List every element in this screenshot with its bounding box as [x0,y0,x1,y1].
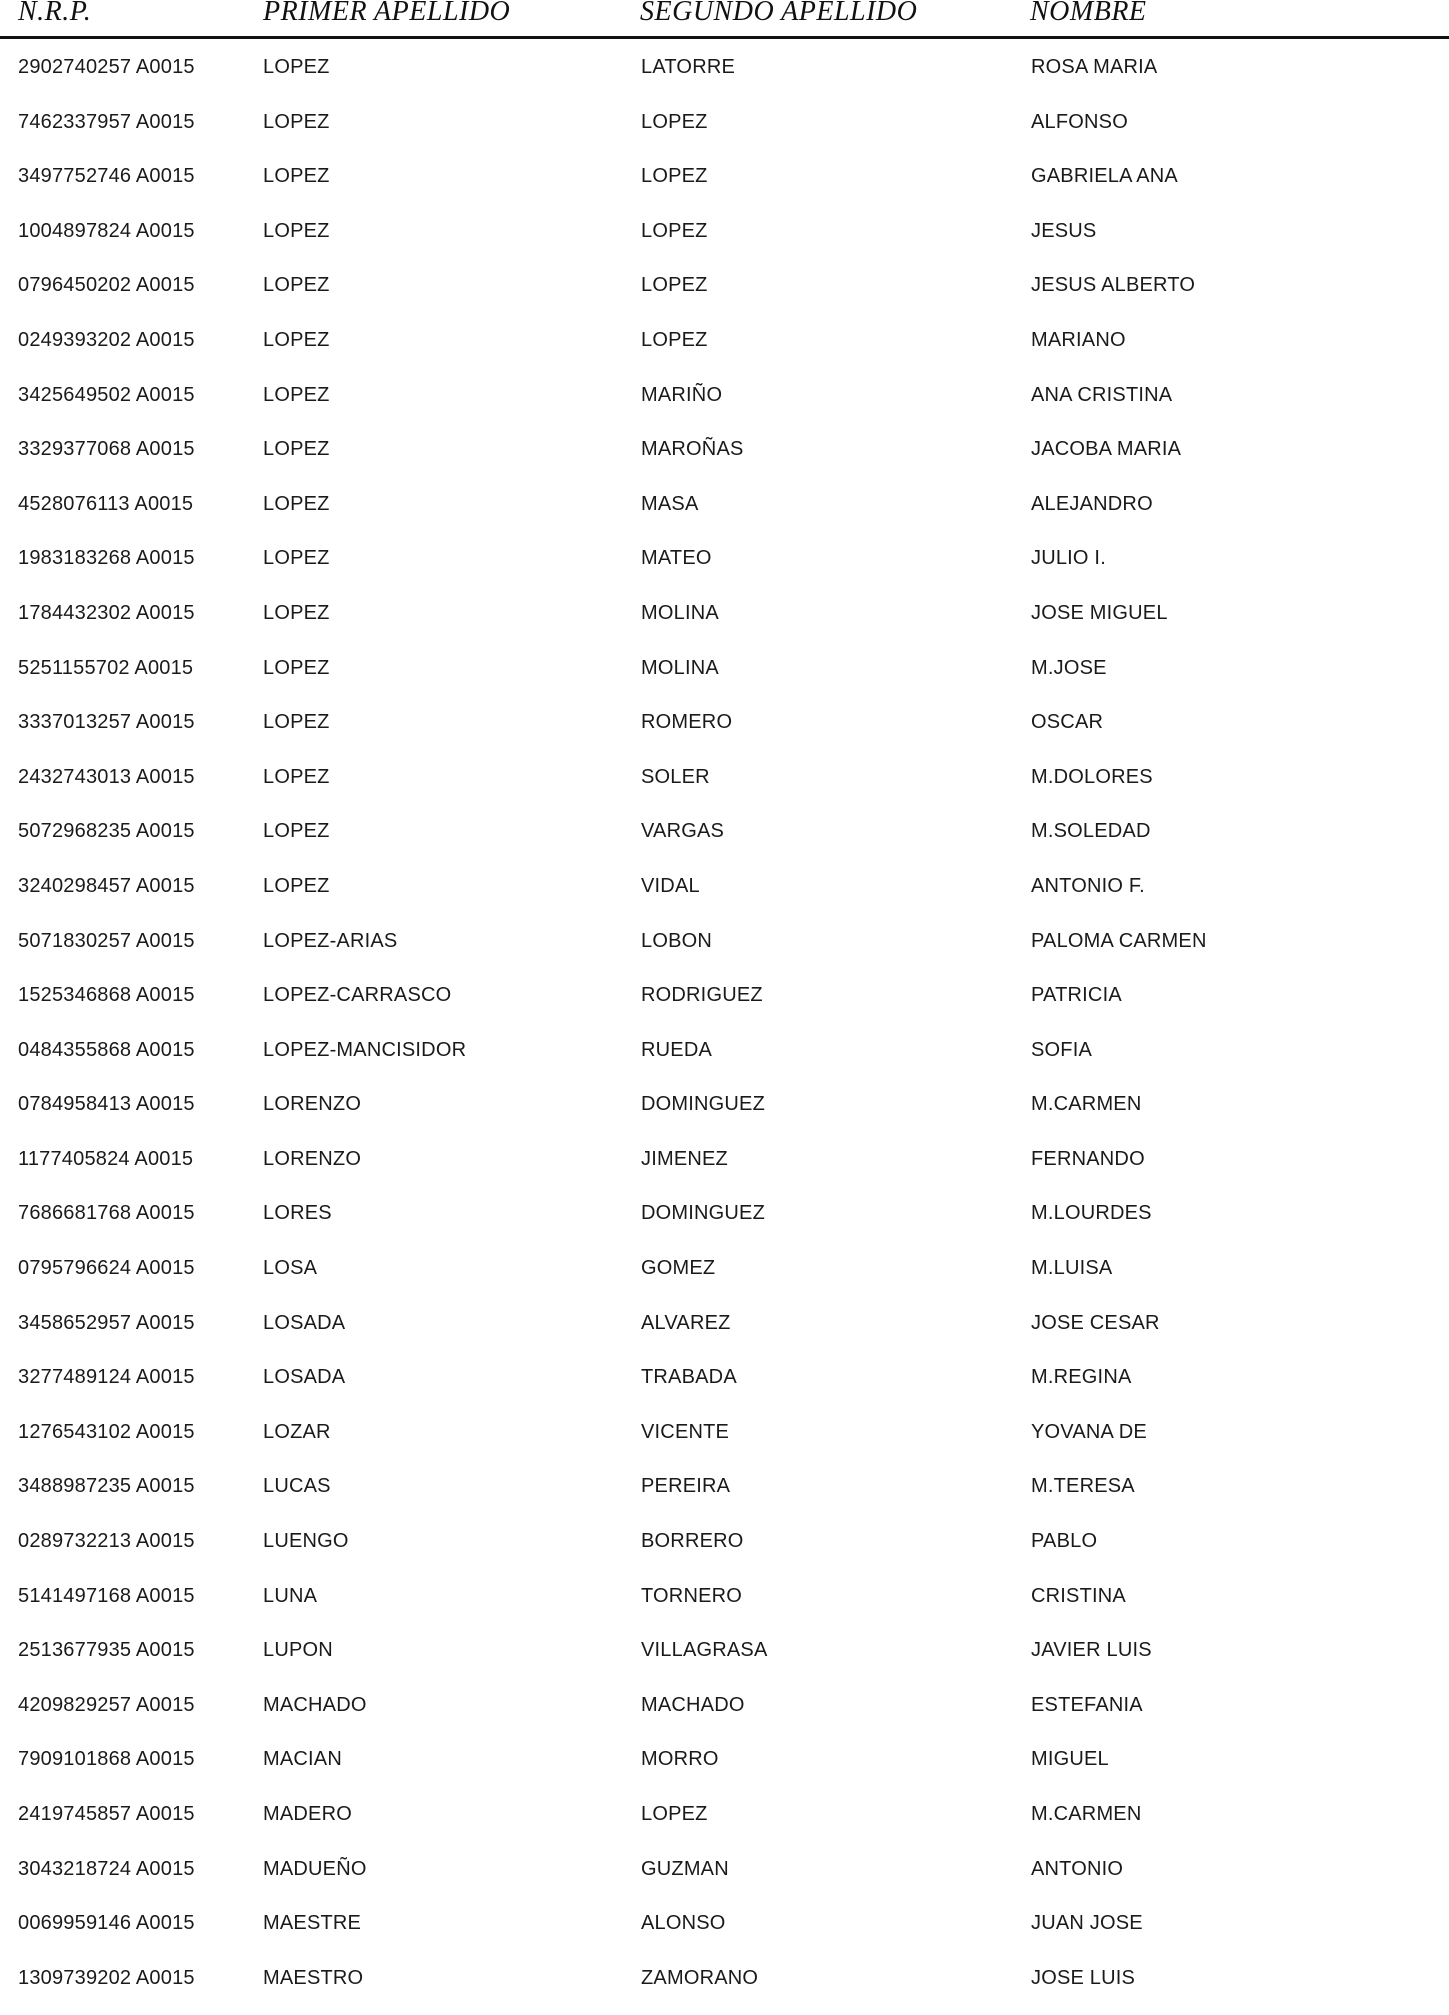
cell-segundo-apellido: RODRIGUEZ [641,984,763,1007]
cell-segundo-apellido: MAROÑAS [641,438,744,461]
cell-nombre: M.CARMEN [1031,1093,1142,1116]
cell-segundo-apellido: LOBON [641,929,713,952]
cell-nombre: ROSA MARIA [1031,56,1158,78]
cell-primer-apellido: LORENZO [263,1147,362,1170]
cell-segundo-apellido: DOMINGUEZ [641,1093,766,1116]
cell-segundo-apellido: GUZMAN [641,1857,729,1880]
cell-segundo-apellido: MASA [641,492,699,515]
table-row [0,978,1449,1033]
table-row [0,814,1449,869]
cell-primer-apellido: LOPEZ [263,56,330,78]
cell-nombre: ANTONIO F. [1031,874,1145,897]
cell-primer-apellido: LOPEZ [263,765,330,788]
cell-segundo-apellido: VIDAL [641,874,700,897]
cell-primer-apellido: MACIAN [263,1748,342,1771]
cell-primer-apellido: LUNA [263,1584,318,1607]
cell-nrp: 7909101868 A0015 [18,1748,195,1771]
table-row [0,1688,1449,1743]
header-segundo-apellido: SEGUNDO APELLIDO [640,0,918,27]
cell-primer-apellido: LOPEZ-MANCISIDOR [263,1038,467,1061]
cell-segundo-apellido: VICENTE [641,1420,730,1443]
cell-primer-apellido: LOPEZ [263,328,330,351]
cell-primer-apellido: LUCAS [263,1475,331,1498]
table-body [0,50,1449,2015]
cell-primer-apellido: LOZAR [263,1420,331,1443]
cell-nrp: 2513677935 A0015 [18,1639,195,1662]
cell-nrp: 4209829257 A0015 [18,1693,195,1716]
table-row [0,487,1449,542]
cell-segundo-apellido: VARGAS [641,820,725,843]
cell-nrp: 0796450202 A0015 [18,274,195,297]
table-row [0,705,1449,760]
cell-nrp: 5071830257 A0015 [18,929,195,952]
cell-primer-apellido: LOPEZ [263,219,330,242]
cell-nombre: ESTEFANIA [1031,1693,1143,1716]
table-row [0,378,1449,433]
cell-nombre: PALOMA CARMEN [1031,929,1207,952]
cell-primer-apellido: LOPEZ [263,165,330,188]
table-row [0,1852,1449,1907]
cell-segundo-apellido: LATORRE [641,56,736,78]
cell-segundo-apellido: ROMERO [641,711,733,734]
cell-nrp: 0289732213 A0015 [18,1530,195,1553]
table-row [0,869,1449,924]
table-row [0,596,1449,651]
cell-nrp: 5072968235 A0015 [18,820,195,843]
table-header [0,0,1449,34]
cell-primer-apellido: LOPEZ-ARIAS [263,929,398,952]
table-row [0,1360,1449,1415]
cell-primer-apellido: MAESTRO [263,1966,364,1989]
header-nombre: NOMBRE [1030,0,1147,27]
cell-segundo-apellido: ZAMORANO [641,1966,759,1989]
cell-primer-apellido: LOPEZ [263,601,330,624]
cell-nrp: 3277489124 A0015 [18,1366,195,1389]
cell-segundo-apellido: LOPEZ [641,274,708,297]
cell-nrp: 2902740257 A0015 [18,56,195,78]
cell-nombre: JOSE MIGUEL [1031,601,1168,624]
cell-nombre: FERNANDO [1031,1147,1145,1170]
cell-nombre: ANA CRISTINA [1031,383,1173,406]
cell-nrp: 3425649502 A0015 [18,383,195,406]
cell-segundo-apellido: BORRERO [641,1530,744,1553]
header-rule [0,36,1449,39]
table-row [0,1251,1449,1306]
cell-nombre: JULIO I. [1031,547,1106,570]
table-row [0,1742,1449,1797]
cell-nrp: 0784958413 A0015 [18,1093,195,1116]
cell-segundo-apellido: MOLINA [641,601,719,624]
cell-nrp: 7686681768 A0015 [18,1202,195,1225]
cell-primer-apellido: LOPEZ [263,438,330,461]
table-row [0,1415,1449,1470]
cell-primer-apellido: LOPEZ [263,110,330,133]
cell-segundo-apellido: MACHADO [641,1693,745,1716]
cell-nombre: GABRIELA ANA [1031,165,1178,188]
table-row [0,432,1449,487]
table-row [0,651,1449,706]
cell-segundo-apellido: LOPEZ [641,165,708,188]
cell-nombre: M.JOSE [1031,656,1107,679]
cell-nombre: JESUS [1031,219,1097,242]
cell-nrp: 0795796624 A0015 [18,1257,195,1280]
cell-nombre: M.TERESA [1031,1475,1135,1498]
cell-nrp: 3488987235 A0015 [18,1475,195,1498]
cell-nombre: M.LUISA [1031,1257,1113,1280]
cell-nombre: CRISTINA [1031,1584,1126,1607]
table-row [0,50,1449,105]
cell-nombre: M.CARMEN [1031,1803,1142,1825]
cell-nombre: JESUS ALBERTO [1031,274,1196,297]
cell-primer-apellido: LOPEZ-CARRASCO [263,984,452,1007]
cell-nombre: ALEJANDRO [1031,492,1153,515]
cell-segundo-apellido: MARIÑO [641,383,723,406]
cell-nrp: 7462337957 A0015 [18,110,195,133]
header-primer-apellido: PRIMER APELLIDO [263,0,511,27]
cell-segundo-apellido: MORRO [641,1748,719,1771]
cell-segundo-apellido: TRABADA [641,1366,737,1389]
cell-primer-apellido: LOPEZ [263,383,330,406]
cell-nombre: M.DOLORES [1031,765,1153,788]
cell-nombre: ALFONSO [1031,110,1128,133]
cell-nombre: PATRICIA [1031,984,1122,1007]
cell-nrp: 5141497168 A0015 [18,1584,195,1607]
table-row [0,1961,1449,2015]
cell-segundo-apellido: MATEO [641,547,712,570]
table-row [0,1142,1449,1197]
cell-nrp: 2432743013 A0015 [18,765,195,788]
table-row [0,159,1449,214]
cell-nrp: 1784432302 A0015 [18,601,195,624]
cell-nrp: 3329377068 A0015 [18,438,195,461]
cell-segundo-apellido: ALVAREZ [641,1311,731,1334]
cell-primer-apellido: MACHADO [263,1693,367,1716]
cell-primer-apellido: LUPON [263,1639,333,1662]
cell-nombre: JACOBA MARIA [1031,438,1182,461]
cell-nombre: YOVANA DE [1031,1420,1147,1443]
cell-segundo-apellido: VILLAGRASA [641,1639,768,1662]
table-row [0,214,1449,269]
cell-nombre: JOSE CESAR [1031,1311,1160,1334]
cell-nombre: JOSE LUIS [1031,1966,1136,1989]
cell-nrp: 0484355868 A0015 [18,1038,195,1061]
cell-primer-apellido: LOPEZ [263,874,330,897]
table-row [0,1196,1449,1251]
cell-nrp: 2419745857 A0015 [18,1803,195,1825]
cell-segundo-apellido: LOPEZ [641,328,708,351]
cell-segundo-apellido: JIMENEZ [641,1147,728,1170]
cell-nombre: PABLO [1031,1530,1098,1553]
cell-primer-apellido: MADERO [263,1803,352,1825]
cell-primer-apellido: LORES [263,1202,332,1225]
table-row [0,924,1449,979]
table-row [0,1306,1449,1361]
cell-primer-apellido: LOPEZ [263,656,330,679]
cell-nrp: 1525346868 A0015 [18,984,195,1007]
cell-primer-apellido: MADUEÑO [263,1857,367,1880]
table-row [0,1033,1449,1088]
cell-segundo-apellido: GOMEZ [641,1257,716,1280]
cell-segundo-apellido: LOPEZ [641,219,708,242]
cell-primer-apellido: MAESTRE [263,1912,362,1935]
table-row [0,1579,1449,1634]
cell-nrp: 1309739202 A0015 [18,1966,195,1989]
cell-nrp: 5251155702 A0015 [18,656,194,679]
cell-segundo-apellido: LOPEZ [641,1803,708,1825]
cell-primer-apellido: LOSADA [263,1311,346,1334]
header-nrp: N.R.P. [18,0,92,27]
cell-primer-apellido: LOPEZ [263,274,330,297]
cell-nrp: 3043218724 A0015 [18,1857,195,1880]
cell-primer-apellido: LOPEZ [263,820,330,843]
cell-segundo-apellido: RUEDA [641,1038,713,1061]
cell-nombre: SOFIA [1031,1038,1093,1061]
table-row [0,323,1449,378]
cell-primer-apellido: LOSA [263,1257,318,1280]
cell-nrp: 0249393202 A0015 [18,328,195,351]
cell-nombre: JUAN JOSE [1031,1912,1143,1935]
cell-segundo-apellido: MOLINA [641,656,719,679]
table-row [0,268,1449,323]
cell-nrp: 1004897824 A0015 [18,219,195,242]
table-row [0,760,1449,815]
table-row [0,1797,1449,1852]
table-row [0,105,1449,160]
cell-nrp: 4528076113 A0015 [18,492,194,515]
cell-segundo-apellido: PEREIRA [641,1475,731,1498]
cell-primer-apellido: LORENZO [263,1093,362,1116]
cell-nrp: 1276543102 A0015 [18,1420,195,1443]
cell-nombre: M.REGINA [1031,1366,1132,1389]
cell-primer-apellido: LOSADA [263,1366,346,1389]
cell-nrp: 0069959146 A0015 [18,1912,195,1935]
cell-segundo-apellido: DOMINGUEZ [641,1202,766,1225]
cell-segundo-apellido: ALONSO [641,1912,726,1935]
cell-primer-apellido: LOPEZ [263,547,330,570]
cell-nombre: M.LOURDES [1031,1202,1152,1225]
cell-segundo-apellido: LOPEZ [641,110,708,133]
cell-nrp: 3458652957 A0015 [18,1311,195,1334]
cell-nombre: MIGUEL [1031,1748,1109,1771]
cell-primer-apellido: LOPEZ [263,711,330,734]
cell-nrp: 3337013257 A0015 [18,711,195,734]
cell-primer-apellido: LOPEZ [263,492,330,515]
cell-segundo-apellido: TORNERO [641,1584,743,1607]
cell-primer-apellido: LUENGO [263,1530,349,1553]
table-row [0,1087,1449,1142]
table-row [0,1524,1449,1579]
cell-nrp: 1983183268 A0015 [18,547,195,570]
table-row [0,1633,1449,1688]
table-row [0,541,1449,596]
cell-nombre: ANTONIO [1031,1857,1124,1880]
cell-nrp: 3497752746 A0015 [18,165,195,188]
cell-nombre: JAVIER LUIS [1031,1639,1152,1662]
cell-nombre: OSCAR [1031,711,1104,734]
cell-nrp: 3240298457 A0015 [18,874,195,897]
cell-nombre: MARIANO [1031,328,1126,351]
cell-segundo-apellido: SOLER [641,765,710,788]
cell-nrp: 1177405824 A0015 [18,1147,194,1170]
table-row [0,1469,1449,1524]
cell-nombre: M.SOLEDAD [1031,820,1151,843]
table-row [0,1906,1449,1961]
